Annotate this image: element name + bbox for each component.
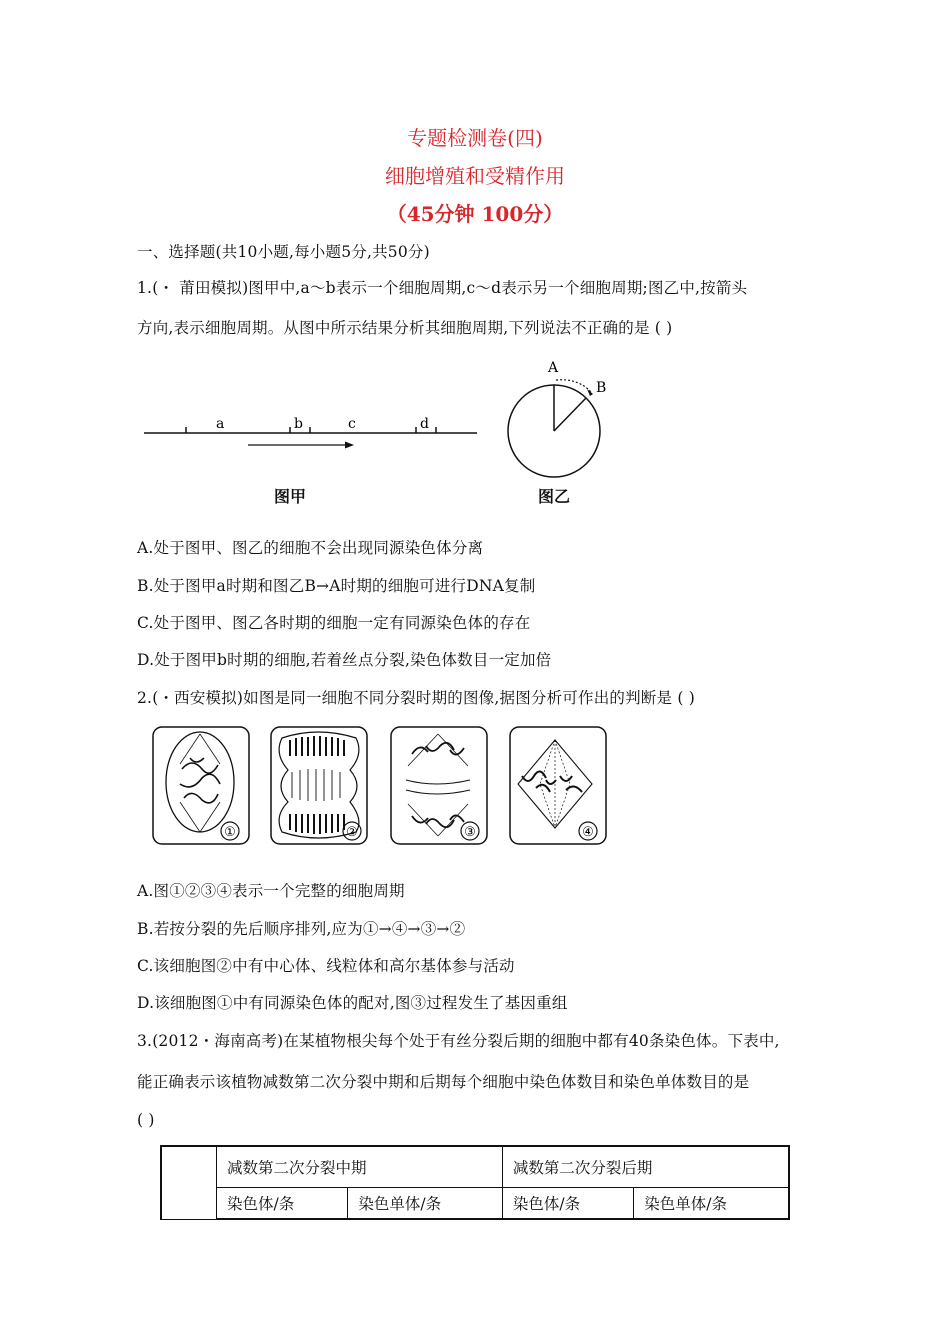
panel-1 — [153, 727, 249, 844]
panel-2-label: ② — [346, 825, 358, 840]
panel-4 — [510, 727, 606, 844]
panel-2 — [271, 727, 367, 844]
radius-b — [554, 398, 586, 431]
table-group-header-2: 减数第二次分裂后期 — [502, 1146, 789, 1188]
q2-option-a: A.图①②③④表示一个完整的细胞周期 — [137, 882, 405, 900]
panel-3-label: ③ — [464, 825, 476, 840]
q1-option-a: A.处于图甲、图乙的细胞不会出现同源染色体分离 — [137, 539, 484, 557]
answer-table — [160, 1145, 790, 1220]
table-subheader-3: 染色体/条 — [502, 1188, 633, 1220]
caption-yi: 图乙 — [538, 487, 571, 506]
mitosis-figure — [150, 724, 610, 848]
label-d: d — [420, 416, 429, 432]
q1-stem-line-2: 方向,表示细胞周期。从图中所示结果分析其细胞周期,下列说法不正确的是 ( ) — [137, 319, 673, 337]
arc-arrowhead — [587, 389, 593, 396]
q2-option-d: D.该细胞图①中有同源染色体的配对,图③过程发生了基因重组 — [137, 994, 568, 1012]
label-a: a — [216, 416, 225, 432]
q2-option-b: B.若按分裂的先后顺序排列,应为①→④→③→② — [137, 920, 466, 938]
q1-option-d: D.处于图甲b时期的细胞,若着丝点分裂,染色体数目一定加倍 — [137, 651, 552, 669]
figure-yi — [500, 358, 620, 483]
q2-stem-line-1: 2.(・西安模拟)如图是同一细胞不同分裂时期的图像,据图分析可作出的判断是 ( ) — [137, 689, 695, 707]
table-subheader-2: 染色单体/条 — [348, 1188, 502, 1220]
q1-option-c: C.处于图甲、图乙各时期的细胞一定有同源染色体的存在 — [137, 614, 531, 632]
q3-stem-line-3: ( ) — [137, 1111, 155, 1129]
figure-jia — [140, 400, 485, 460]
time-score: （45分钟 100分） — [386, 202, 564, 226]
q1-option-b: B.处于图甲a时期和图乙B→A时期的细胞可进行DNA复制 — [137, 577, 536, 595]
q3-stem-line-2: 能正确表示该植物减数第二次分裂中期和后期每个细胞中染色体数目和染色单体数目的是 — [137, 1073, 750, 1091]
panel-1-label: ① — [224, 825, 236, 840]
panel-3 — [391, 727, 487, 844]
q3-stem-line-1: 3.(2012・海南高考)在某植物根尖每个处于有丝分裂后期的细胞中都有40条染色体。下表中, — [137, 1032, 780, 1050]
label-B: B — [596, 380, 607, 396]
table-subheader-4: 染色单体/条 — [634, 1188, 789, 1220]
panel-4-label: ④ — [582, 825, 594, 840]
q2-option-c: C.该细胞图②中有中心体、线粒体和高尔基体参与活动 — [137, 957, 515, 975]
caption-jia: 图甲 — [274, 487, 307, 506]
label-c: c — [348, 416, 356, 432]
page-subtitle: 细胞增殖和受精作用 — [385, 164, 565, 188]
table-corner-cell — [161, 1146, 217, 1219]
label-b: b — [294, 416, 303, 432]
page-title: 专题检测卷(四) — [407, 126, 543, 150]
table-subheader-1: 染色体/条 — [217, 1188, 348, 1220]
q1-stem-line-1: 1.(・ 莆田模拟)图甲中,a～b表示一个细胞周期,c～d表示另一个细胞周期;图乙中,按箭头 — [137, 279, 748, 297]
direction-arrowhead — [345, 442, 354, 449]
table-group-header-1: 减数第二次分裂中期 — [217, 1146, 503, 1188]
label-A: A — [548, 360, 559, 376]
section-heading: 一、选择题(共10小题,每小题5分,共50分) — [137, 243, 430, 261]
